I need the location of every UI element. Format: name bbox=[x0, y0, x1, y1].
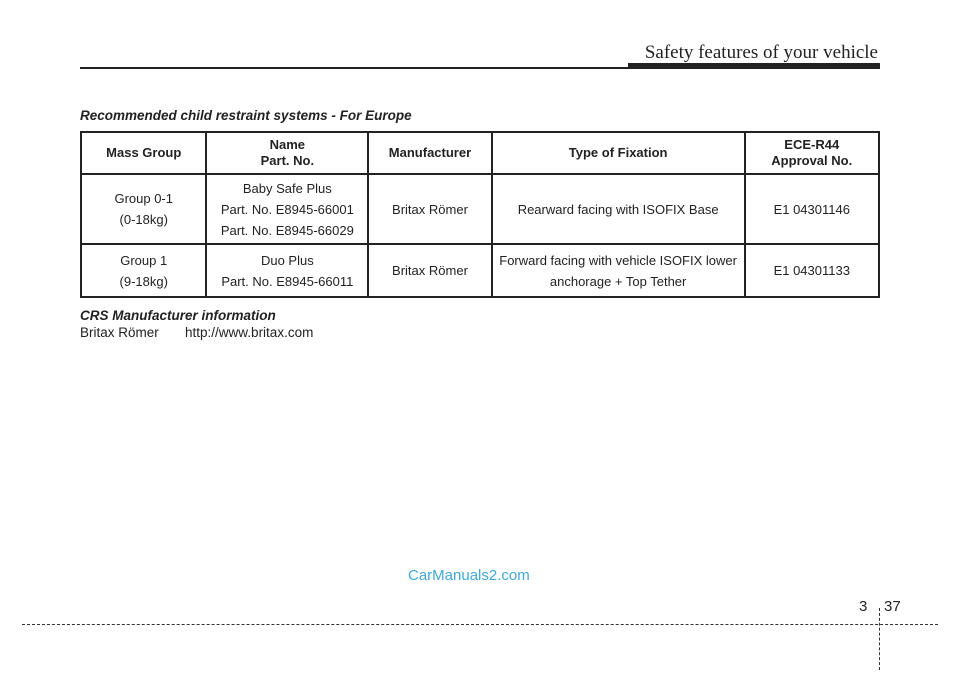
fixation-text: Rearward facing with ISOFIX Base bbox=[517, 201, 719, 217]
chapter-number: 3 bbox=[859, 598, 868, 615]
footer-divider bbox=[22, 624, 938, 625]
crs-info-title: CRS Manufacturer information bbox=[80, 308, 276, 323]
fixation-text: anchorage + Top Tether bbox=[549, 273, 687, 289]
mass-group-text: Group 0-1 bbox=[114, 191, 173, 206]
cell-mass-group bbox=[81, 174, 206, 244]
cell-name bbox=[206, 174, 368, 244]
header-manufacturer: Manufacturer bbox=[368, 132, 492, 174]
cell-name bbox=[206, 244, 368, 297]
page-number: 37 bbox=[884, 598, 901, 615]
header-mass-group: Mass Group bbox=[81, 132, 206, 174]
section-title: Recommended child restraint systems - For Europe bbox=[80, 108, 412, 123]
header-rule-accent bbox=[628, 63, 880, 69]
cell-manufacturer: Britax Römer bbox=[368, 174, 492, 244]
header-approval-line2: Approval No. bbox=[771, 153, 853, 168]
header-approval-line1: ECE-R44 bbox=[784, 137, 840, 152]
crs-manufacturer-name: Britax Römer bbox=[80, 325, 159, 340]
header-name-line1: Name bbox=[269, 137, 306, 152]
table-header-row bbox=[81, 132, 879, 174]
table-row bbox=[81, 244, 879, 297]
cell-fixation bbox=[492, 244, 745, 297]
crs-manufacturer-url[interactable]: http://www.britax.com bbox=[185, 325, 314, 340]
fixation-text: Forward facing with vehicle ISOFIX lower bbox=[499, 252, 737, 268]
table-row bbox=[81, 174, 879, 244]
cell-approval: E1 04301146 bbox=[745, 174, 879, 244]
mass-range-text: (9-18kg) bbox=[119, 273, 168, 289]
header-fixation: Type of Fixation bbox=[492, 132, 745, 174]
child-restraint-table bbox=[80, 131, 880, 298]
part-number: Part. No. E8945-66001 bbox=[220, 201, 354, 217]
product-name: Baby Safe Plus bbox=[242, 180, 332, 196]
cell-approval: E1 04301133 bbox=[745, 244, 879, 297]
cell-manufacturer: Britax Römer bbox=[368, 244, 492, 297]
footer-page-divider bbox=[879, 608, 880, 670]
mass-group-text: Group 1 bbox=[120, 252, 168, 268]
product-name: Duo Plus bbox=[260, 252, 314, 268]
mass-range-text: (0-18kg) bbox=[119, 212, 168, 227]
header-approval bbox=[745, 132, 879, 174]
crs-info-line bbox=[80, 325, 313, 340]
header-name bbox=[206, 132, 368, 174]
part-number: Part. No. E8945-66029 bbox=[220, 222, 354, 238]
part-number: Part. No. E8945-66011 bbox=[221, 273, 354, 289]
cell-mass-group bbox=[81, 244, 206, 297]
page-header-title: Safety features of your vehicle bbox=[644, 42, 878, 63]
header-name-line2: Part. No. bbox=[260, 153, 315, 168]
cell-fixation bbox=[492, 174, 745, 244]
watermark-link[interactable]: CarManuals2.com bbox=[408, 567, 530, 584]
